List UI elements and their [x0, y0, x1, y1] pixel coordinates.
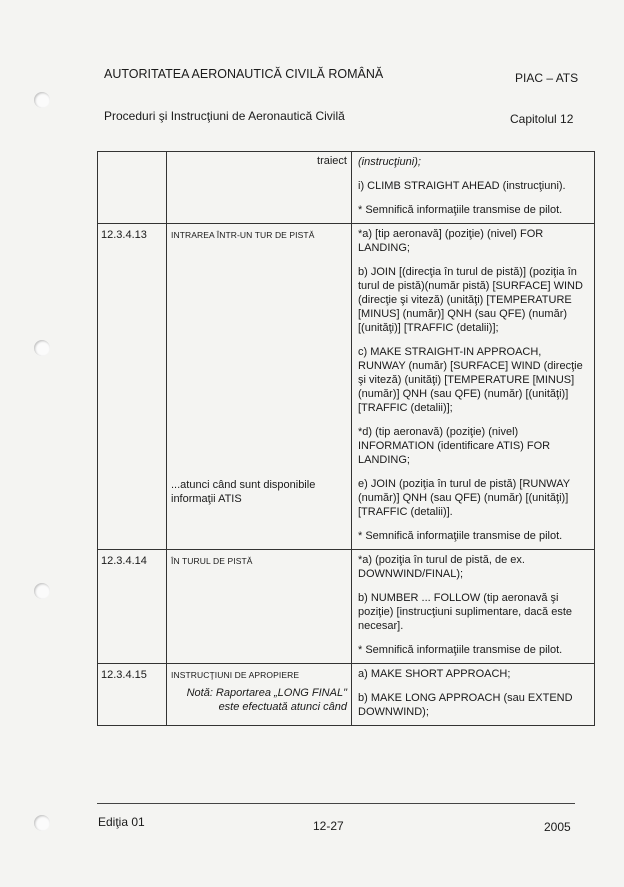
table-row	[98, 152, 595, 224]
row-title: INSTRUCŢIUNI DE APROPIERE	[171, 670, 300, 680]
phrase-item: *a) [tip aeronavă] (poziţie) (nivel) FOR LANDING;	[358, 228, 544, 254]
phrase-item: b) MAKE LONG APPROACH (sau EXTEND DOWNWIND);	[358, 692, 573, 718]
phrase-line: i) CLIMB STRAIGHT AHEAD (instrucţiuni).	[358, 180, 566, 192]
footer-year: 2005	[544, 820, 571, 834]
row-number: 12.3.4.15	[98, 664, 167, 726]
table-row	[98, 550, 595, 664]
row-condition: ...atunci când sunt disponibile informaţii ATIS	[171, 479, 316, 505]
table-row	[98, 224, 595, 550]
footer-page-number: 12-27	[313, 819, 344, 833]
phrase-note: * Semnifică informaţiile transmise de pilot.	[358, 530, 563, 542]
table-row	[98, 664, 595, 726]
phraseology-table	[97, 151, 595, 726]
phrase-item: c) MAKE STRAIGHT-IN APPROACH, RUNWAY (număr) [SURFACE] WIND (direcţie şi viteză) (unităţi) [TEMPERATURE [MINUS] (număr)] QNH (sau QFE) (număr) [(unităţi)] [TRAFFIC (detalii)];	[358, 346, 583, 414]
punch-hole	[34, 340, 50, 356]
row-number: 12.3.4.14	[98, 550, 167, 664]
header-code: PIAC – ATS	[515, 71, 579, 85]
header-authority: AUTORITATEA AERONAUTICĂ CIVILĂ ROMÂNĂ	[104, 67, 384, 81]
footer-rule	[97, 803, 575, 804]
row-body-cell	[352, 550, 595, 664]
phrase-item: *d) (tip aeronavă) (poziţie) (nivel) INFORMATION (identificare ATIS) FOR LANDING;	[358, 426, 551, 466]
row-title-cell	[167, 152, 352, 224]
row-title: traiect	[317, 155, 347, 167]
row-number-cell	[98, 152, 167, 224]
phrase-item: e) JOIN (poziţia în turul de pistă) [RUNWAY (număr)] QNH (sau QFE) (număr) [(unităţi)] [TRAFFIC (detalii)].	[358, 478, 570, 518]
phrase-note: * Semnifică informaţiile transmise de pilot.	[358, 204, 563, 216]
row-note: Notă: Raportarea „LONG FINAL" este efectuată atunci când	[186, 687, 347, 713]
phrase-item: *a) (poziţia în turul de pistă, de ex. DOWNWIND/FINAL);	[358, 554, 525, 580]
row-body-cell	[352, 224, 595, 550]
phrase-line: (instrucţiuni);	[358, 156, 421, 168]
row-body-cell	[352, 664, 595, 726]
row-title: INTRAREA ÎNTR-UN TUR DE PISTĂ	[171, 230, 315, 240]
row-title-cell	[167, 550, 352, 664]
header-subtitle: Proceduri şi Instrucţiuni de Aeronautică Civilă	[104, 109, 345, 123]
phrase-item: b) JOIN [(direcţia în turul de pistă)] (poziţia în turul de pistă)(număr pistă) [SURFACE] WIND (direcţie şi viteză) (unităţi) [TEMPERATURE [MINUS] (număr)] QNH (sau QFE) (număr) [(unităţi)] [TRAFFIC (detalii)];	[358, 266, 583, 334]
header-chapter: Capitolul 12	[510, 112, 574, 126]
row-title-cell	[167, 664, 352, 726]
phrase-item: a) MAKE SHORT APPROACH;	[358, 668, 511, 680]
row-title: ÎN TURUL DE PISTĂ	[171, 556, 253, 566]
row-body-cell	[352, 152, 595, 224]
punch-hole	[34, 815, 50, 831]
row-title-cell	[167, 224, 352, 550]
row-number: 12.3.4.13	[98, 224, 167, 550]
footer-edition: Ediţia 01	[98, 815, 145, 829]
phrase-item: b) NUMBER ... FOLLOW (tip aeronavă şi poziţie) [instrucţiuni suplimentare, dacă este necesar].	[358, 592, 572, 632]
phrase-note: * Semnifică informaţiile transmise de pilot.	[358, 644, 563, 656]
punch-hole	[34, 92, 50, 108]
punch-hole	[34, 583, 50, 599]
